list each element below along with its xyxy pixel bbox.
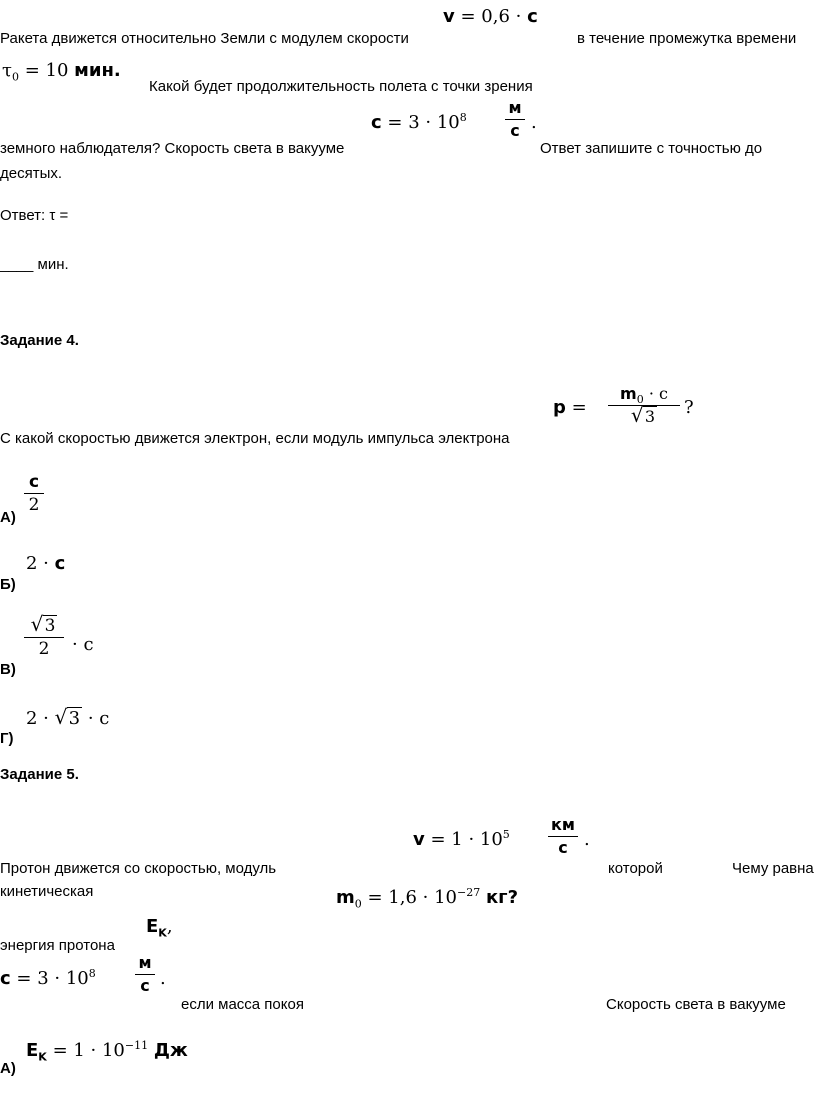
fraction-momentum: $m_0 \cdot c$ √ 3	[608, 384, 680, 427]
task4-option-d-formula: 2 · √ 3 · c	[26, 710, 109, 728]
task5-option-a-formula: $E_K = 1 \cdot 10^{-11}$ Дж	[26, 1039, 188, 1064]
task4-option-c-label[interactable]: В)	[0, 661, 16, 678]
formula-light-speed-2: $c = 3 \cdot 10^8$	[0, 967, 96, 989]
fraction-m-per-s: м с	[505, 98, 525, 141]
task4-question: С какой скоростью движется электрон, если модуль импульса электрона	[0, 430, 510, 447]
task4-option-a-label[interactable]: А)	[0, 509, 16, 526]
task3-line3b: Ответ запишите с точностью до	[540, 140, 763, 157]
formula-question-mark: ?	[684, 397, 694, 418]
formula-dot: .	[531, 112, 537, 133]
task5-text-f: если масса покоя	[181, 996, 304, 1013]
task4-option-b-formula: 2 · c	[26, 553, 66, 574]
task5-text-b: которой	[608, 860, 663, 877]
task5-text-d: кинетическая	[0, 883, 94, 900]
formula-dot-velocity: .	[584, 829, 590, 850]
formula-kinetic-energy: $E_K$,	[146, 916, 173, 940]
task3-line1b: в течение промежутка времени	[577, 30, 797, 47]
formula-light-speed: $c = 3 \cdot 10^8$	[371, 111, 467, 133]
task5-text-g: Скорость света в вакууме	[606, 996, 786, 1013]
formula-tau: $\tau_0 = 10$ мин.	[2, 60, 121, 84]
formula-velocity: v = 0,6 · c	[443, 6, 538, 27]
task4-option-c-rest: · c	[72, 634, 94, 655]
task4-option-c-fraction: √ 3 2	[24, 616, 64, 659]
fraction-m-per-s-2: м с	[135, 953, 155, 996]
task3-line1a: Ракета движется относительно Земли с модулем скорости	[0, 30, 409, 47]
task5-title: Задание 5.	[0, 766, 79, 783]
task4-option-a-formula: c 2	[24, 472, 44, 515]
task3-line2: Какой будет продолжительность полета с точки зрения	[149, 78, 533, 95]
fraction-km-per-s: км с	[548, 815, 578, 858]
formula-dot-2: .	[160, 968, 166, 989]
task4-option-b-label[interactable]: Б)	[0, 576, 16, 593]
formula-momentum-lhs: p =	[553, 397, 587, 418]
task3-line3a: земного наблюдателя? Скорость света в вакууме	[0, 140, 345, 157]
formula-proton-velocity: $v = 1 \cdot 10^5$	[413, 828, 510, 850]
task4-option-d-label[interactable]: Г)	[0, 730, 14, 747]
formula-rest-mass: $m_0 = 1,6 \cdot 10^{-27}$ кг?	[336, 886, 519, 911]
task3-line4: десятых.	[0, 165, 63, 182]
task5-text-c: Чему равна	[732, 860, 814, 877]
task5-option-a-label[interactable]: А)	[0, 1060, 16, 1077]
task4-title: Задание 4.	[0, 332, 79, 349]
task5-text-e: энергия протона	[0, 937, 115, 954]
task3-answer: Ответ: τ =	[0, 207, 69, 224]
task3-answer-blank[interactable]: ____ мин.	[0, 256, 69, 273]
task5-text-a: Протон движется со скоростью, модуль	[0, 860, 277, 877]
